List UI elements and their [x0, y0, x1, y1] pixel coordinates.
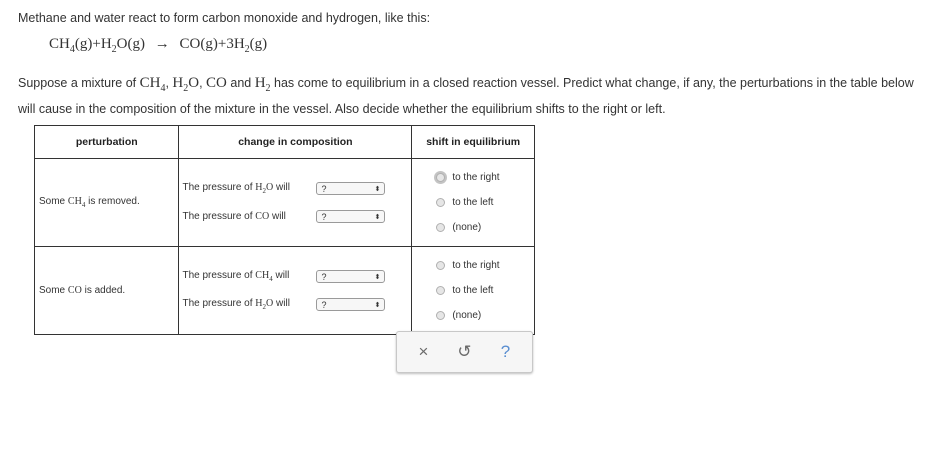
- chg-text: will: [273, 298, 290, 309]
- q-species: CH: [139, 75, 161, 91]
- perturbation-cell: [35, 159, 179, 247]
- chg-text: The pressure of: [182, 298, 256, 309]
- help-button[interactable]: ?: [500, 342, 511, 361]
- chg-species: H: [255, 298, 263, 309]
- q-species: CO: [206, 75, 227, 91]
- chg-sub: 4: [269, 275, 273, 283]
- select-value: ?: [321, 271, 327, 282]
- chemical-equation: [49, 36, 267, 55]
- option-label: (none): [452, 310, 482, 321]
- change-line: [179, 291, 411, 319]
- chg-species: O: [266, 182, 274, 193]
- chg-text: will: [273, 182, 290, 193]
- eq-sub: 2: [244, 44, 250, 55]
- shift-option[interactable]: [412, 215, 534, 240]
- chg-text: The pressure of: [182, 270, 256, 281]
- chg-species: O: [266, 298, 274, 309]
- change-cell: [179, 159, 412, 247]
- answer-toolbar: [396, 331, 533, 373]
- select-value: ?: [321, 183, 327, 194]
- shift-option[interactable]: [412, 253, 534, 278]
- eq-plus: +: [92, 36, 101, 52]
- q-species: H: [172, 75, 184, 91]
- eq-state: (g): [200, 36, 218, 52]
- chg-text: will: [269, 211, 286, 222]
- shift-option[interactable]: [412, 278, 534, 303]
- pert-text: Some: [39, 196, 68, 207]
- eq-state: (g): [74, 36, 93, 52]
- change-line: [179, 263, 411, 291]
- radio-button[interactable]: [436, 261, 445, 270]
- q-comma: ,: [199, 76, 207, 90]
- select-arrow-icon: ⬍: [374, 213, 381, 221]
- pressure-change-select[interactable]: [316, 182, 385, 195]
- intro-text: Methane and water react to form carbon monoxide and hydrogen, like this:: [18, 11, 431, 25]
- q-part2: has come to equilibrium in a closed reaction vessel. Predict what change, if any, the perturbations in the table below will cause in the composition of the mixture in the vessel. Also decide whether the equilibrium shifts to the right or left.: [18, 76, 914, 116]
- select-arrow-icon: ⬍: [374, 273, 381, 281]
- perturbation-table: [34, 125, 535, 335]
- eq-3h2: 3H: [226, 36, 245, 52]
- q-species: H: [254, 75, 266, 91]
- chg-species: CH: [255, 270, 270, 281]
- chg-sub: 2: [262, 187, 267, 195]
- change-cell: [179, 247, 412, 335]
- pert-species: CO: [67, 285, 82, 296]
- shift-cell: [412, 159, 535, 247]
- shift-cell: [412, 247, 535, 335]
- chg-text: will: [272, 270, 290, 281]
- pert-species: CH: [67, 196, 82, 207]
- select-value: ?: [321, 211, 327, 222]
- change-label: [182, 298, 315, 311]
- eq-sub: 4: [69, 44, 75, 55]
- radio-button[interactable]: [436, 286, 445, 295]
- pert-text: is removed.: [85, 196, 140, 207]
- pert-text: Some: [39, 285, 68, 296]
- radio-button[interactable]: [436, 223, 445, 232]
- change-label: [182, 270, 315, 283]
- pressure-change-select[interactable]: [316, 298, 385, 311]
- eq-state: (g): [127, 36, 145, 52]
- perturbation-cell: [35, 247, 179, 335]
- question-text: [18, 73, 918, 120]
- chg-text: The pressure of: [182, 211, 256, 222]
- eq-o: O: [116, 36, 128, 52]
- eq-state: (g): [249, 36, 268, 52]
- q-species: O: [188, 75, 200, 91]
- clear-button[interactable]: ×: [418, 342, 429, 361]
- q-sub: 2: [183, 83, 189, 94]
- table-header-row: [35, 126, 535, 159]
- change-line: [179, 203, 411, 231]
- q-part1: Suppose a mixture of: [18, 76, 140, 90]
- header-change: change in composition: [179, 126, 412, 159]
- select-arrow-icon: ⬍: [374, 185, 381, 193]
- pressure-change-select[interactable]: [316, 270, 385, 283]
- option-label: to the left: [452, 197, 494, 208]
- eq-h2o: H: [100, 36, 112, 52]
- select-arrow-icon: ⬍: [374, 301, 381, 309]
- change-line: [179, 175, 411, 203]
- chg-sub: 2: [262, 303, 267, 311]
- change-label: [182, 182, 315, 195]
- q-and: and: [226, 76, 255, 90]
- option-label: (none): [452, 222, 482, 233]
- chg-text: The pressure of: [182, 182, 256, 193]
- eq-ch4: CH: [49, 36, 70, 52]
- chg-species: CO: [255, 211, 270, 222]
- table-row: [35, 159, 535, 247]
- shift-option[interactable]: [412, 165, 534, 190]
- option-label: to the right: [452, 172, 500, 183]
- radio-button[interactable]: [436, 198, 445, 207]
- header-shift: shift in equilibrium: [412, 126, 535, 159]
- eq-plus: +: [217, 36, 227, 52]
- header-perturbation: perturbation: [35, 126, 179, 159]
- pressure-change-select[interactable]: [316, 210, 385, 223]
- eq-arrow: →: [154, 36, 170, 52]
- chg-species: H: [255, 182, 263, 193]
- pert-text: is added.: [81, 285, 126, 296]
- shift-option[interactable]: [412, 190, 534, 215]
- radio-button[interactable]: [436, 311, 445, 320]
- eq-co: CO: [179, 36, 201, 52]
- select-value: ?: [321, 299, 327, 310]
- shift-option[interactable]: [412, 303, 534, 328]
- q-sub: 4: [160, 83, 166, 94]
- q-comma: ,: [165, 76, 173, 90]
- table-row: [35, 247, 535, 335]
- q-sub: 2: [265, 83, 271, 94]
- undo-button[interactable]: ↺: [457, 342, 472, 361]
- option-label: to the right: [452, 260, 500, 271]
- eq-sub: 2: [111, 44, 117, 55]
- radio-button[interactable]: [436, 173, 445, 182]
- change-label: [182, 211, 315, 222]
- pert-sub: 4: [81, 201, 86, 209]
- option-label: to the left: [452, 285, 494, 296]
